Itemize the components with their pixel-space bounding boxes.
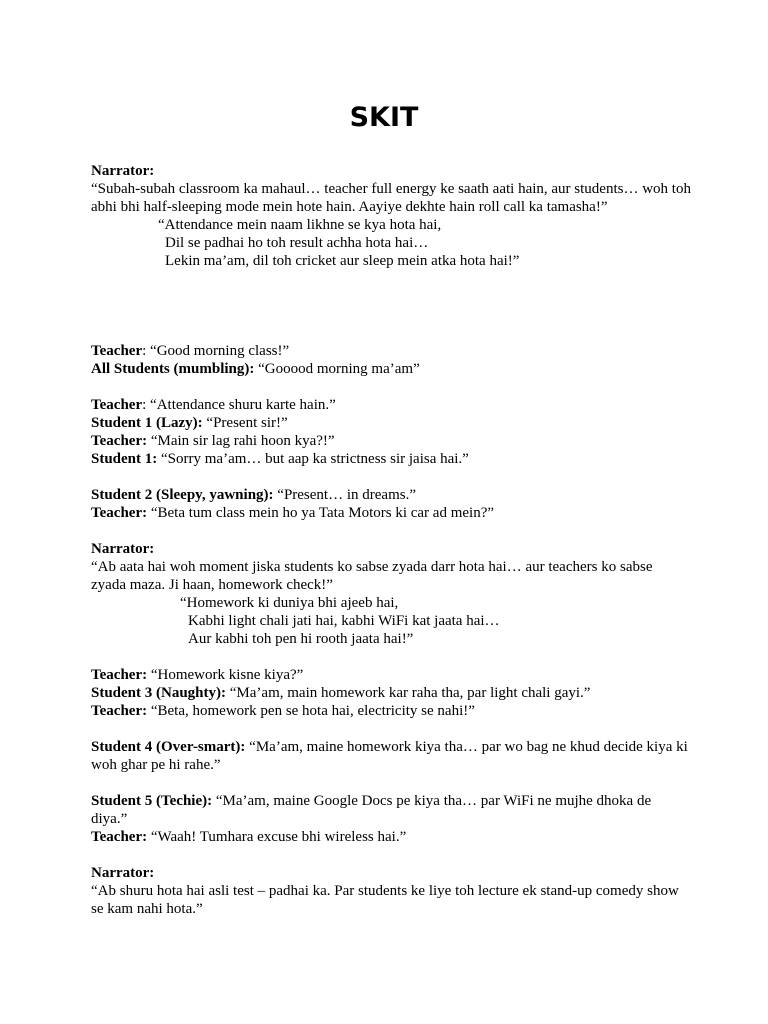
dialogue-line: Student 2 (Sleepy, yawning): “Present… in dreams.” (91, 487, 416, 503)
poem-line: Aur kabhi toh pen hi rooth jaata hai!” (188, 631, 414, 647)
narrator-label: Narrator: (91, 163, 155, 179)
dialogue-line: Student 3 (Naughty): “Ma’am, main homework kar raha tha, par light chali gayi.” (91, 685, 591, 701)
poem-line: Kabhi light chali jati hai, kabhi WiFi kat jaata hai… (188, 613, 500, 629)
narrator-label: Narrator: (91, 541, 155, 557)
dialogue-line: Student 4 (Over-smart): “Ma’am, maine homework kiya tha… par wo bag ne khud decide kiya ki woh ghar pe hi rahe.” (91, 739, 688, 773)
dialogue-line: Student 5 (Techie): “Ma’am, maine Google Docs pe kiya tha… par WiFi ne mujhe dhoka de diya.” (91, 793, 652, 827)
dialogue-line: Teacher: “Good morning class!” (91, 343, 290, 359)
dialogue-line: Teacher: “Beta, homework pen se hota hai, electricity se nahi!” (91, 703, 475, 719)
dialogue-line: All Students (mumbling): “Gooood morning ma’am” (91, 361, 420, 377)
poem-line: “Attendance mein naam likhne se kya hota hai, (158, 217, 442, 233)
dialogue-line: Student 1 (Lazy): “Present sir!” (91, 415, 288, 431)
dialogue-line: Teacher: “Homework kisne kiya?” (91, 667, 304, 683)
narration-text: “Ab shuru hota hai asli test – padhai ka. Par students ke liye toh lecture ek stand-up comedy show se kam nahi hota.” (91, 883, 679, 917)
dialogue-line: Teacher: “Waah! Tumhara excuse bhi wireless hai.” (91, 829, 407, 845)
poem-line: Lekin ma’am, dil toh cricket aur sleep mein atka hota hai!” (165, 253, 520, 269)
narration-text: “Ab aata hai woh moment jiska students ko sabse zyada darr hota hai… aur teachers ko sabse zyada maza. Ji haan, homework check!” (91, 559, 653, 593)
skit-body (91, 162, 691, 918)
page-title: SKIT (349, 102, 419, 133)
poem-line: Dil se padhai ho toh result achha hota hai… (165, 235, 429, 251)
dialogue-line: Teacher: “Attendance shuru karte hain.” (91, 397, 336, 413)
dialogue-line: Student 1: “Sorry ma’am… but aap ka strictness sir jaisa hai.” (91, 451, 469, 467)
dialogue-line: Teacher: “Main sir lag rahi hoon kya?!” (91, 433, 335, 449)
narration-text: “Subah-subah classroom ka mahaul… teacher full energy ke saath aati hain, aur students… woh toh abhi bhi half-sleeping mode mein hote hain. Aayiye dekhte hain roll call ka tamasha!” (91, 181, 691, 215)
narrator-label: Narrator: (91, 865, 155, 881)
dialogue-line: Teacher: “Beta tum class mein ho ya Tata Motors ki car ad mein?” (91, 505, 495, 521)
poem-line: “Homework ki duniya bhi ajeeb hai, (180, 595, 399, 611)
